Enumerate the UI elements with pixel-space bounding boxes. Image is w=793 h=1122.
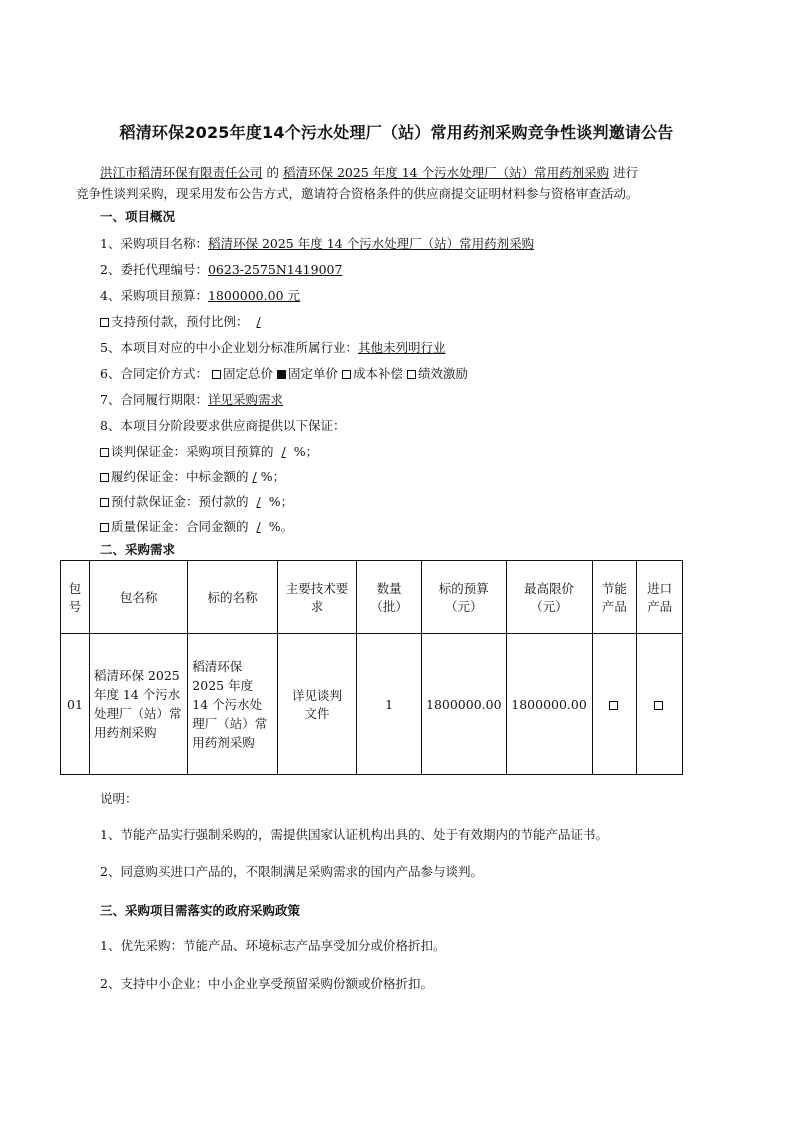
prepay-label: 支持预付款，预付比例： [111,314,249,329]
header-pkg-name: 包名称 [89,561,187,634]
guarantee-checkbox[interactable] [100,473,109,482]
item8-row [100,416,345,434]
guarantee-value: / [252,469,257,484]
header-item-name: 标的名称 [188,561,277,634]
section1-heading: 一、项目概况 [100,209,176,224]
note-title: 说明： [100,791,138,806]
cell-pkg-name: 稻清环保 2025 年度 14 个污水处理厂（站）常用药剂采购 [89,634,187,775]
item4-value: 1800000.00 元 [207,288,300,303]
item1-value: 稻清环保 2025 年度 14 个污水处理厂（站）常用药剂采购 [207,236,535,251]
cell-qty: 1 [357,634,422,775]
guarantee-unit: %； [260,469,286,484]
intro-line-1 [76,162,716,183]
guarantee-row [100,492,293,510]
pricing-checkbox-fixed-total[interactable] [212,370,221,379]
pricing-option-fixed-total: 固定总价 [222,366,273,381]
import-product-checkbox[interactable] [654,701,663,710]
requirements-table [60,560,683,775]
pricing-option-performance: 绩效激励 [417,366,468,381]
item1-label: 1、采购项目名称： [100,236,208,251]
cell-item-name: 稻清环保 2025 年度 14 个污水处理厂（站）常用药剂采购 [188,634,277,775]
item6-label: 6、合同定价方式： [100,366,208,381]
section3-heading: 三、采购项目需落实的政府采购政策 [100,903,301,918]
item7-row [100,390,283,408]
pricing-option-fixed-unit: 固定单价 [287,366,338,381]
guarantee-value: / [256,494,261,509]
item2-value: 0623-2575N1419007 [207,262,343,277]
guarantee-label: 谈判保证金：采购项目预算的 [111,444,274,459]
table-row [61,634,683,775]
guarantee-label: 履约保证金：中标金额的 [111,469,249,484]
purchaser-name: 洪江市稻清环保有限责任公司 [100,165,263,180]
energy-product-checkbox[interactable] [609,701,618,710]
item2-row [100,260,342,278]
cell-max-price: 1800000.00 [506,634,592,775]
item8-label: 8、本项目分阶段要求供应商提供以下保证： [100,418,346,433]
header-pkg: 包号 [61,561,90,634]
guarantee-checkbox[interactable] [100,498,109,507]
item1-row [100,234,534,252]
header-qty: 数量（批） [357,561,422,634]
guarantee-row [100,517,293,535]
cell-import [637,634,683,775]
guarantee-label: 预付款保证金：预付款的 [111,494,249,509]
guarantee-unit: %； [268,494,294,509]
guarantee-row [100,467,285,485]
guarantee-label: 质量保证金：合同金额的 [111,519,249,534]
item7-label: 7、合同履行期限： [100,392,208,407]
item6-row [100,364,468,382]
note-item: 1、节能产品实行强制采购的，需提供国家认证机构出具的、处于有效期内的节能产品证书。 [100,827,608,842]
prepay-checkbox[interactable] [100,318,109,327]
guarantee-checkbox[interactable] [100,448,109,457]
header-tech: 主要技术要求 [277,561,356,634]
cell-budget: 1800000.00 [422,634,507,775]
item7-value: 详见采购需求 [207,392,283,407]
intro-line-2: 竞争性谈判采购，现采用发布公告方式，邀请符合资格条件的供应商提交证明材料参与资格审查活动。 [76,186,639,201]
guarantee-unit: %； [293,444,319,459]
header-max-price: 最高限价（元） [506,561,592,634]
guarantee-row [100,442,318,460]
item5-label: 5、本项目对应的中小企业划分标准所属行业： [100,340,358,355]
pricing-checkbox-fixed-unit[interactable] [277,370,286,379]
section2-heading: 二、采购需求 [100,542,176,557]
intro-paragraph [76,162,716,204]
policy-item: 2、支持中小企业：中小企业享受预留采购份额或价格折扣。 [100,976,433,991]
prepay-value: / [256,314,261,329]
item5-value: 其他未列明行业 [357,340,446,355]
guarantee-unit: %。 [268,519,294,534]
header-energy: 节能产品 [592,561,637,634]
pricing-checkbox-performance[interactable] [407,370,416,379]
cell-tech: 详见谈判文件 [277,634,356,775]
pricing-checkbox-cost-comp[interactable] [342,370,351,379]
intro-tail: 进行 [613,165,639,180]
intro-project-name: 稻清环保 2025 年度 14 个污水处理厂（站）常用药剂采购 [283,165,610,180]
item2-label: 2、委托代理编号： [100,262,208,277]
cell-energy [592,634,637,775]
header-budget: 标的预算（元） [422,561,507,634]
guarantee-checkbox[interactable] [100,523,109,532]
pricing-option-cost-comp: 成本补偿 [352,366,403,381]
policy-item: 1、优先采购：节能产品、环境标志产品享受加分或价格折扣。 [100,938,446,953]
guarantee-value: / [256,519,261,534]
item4-row [100,286,300,304]
intro-de: 的 [266,165,280,180]
table-header-row [61,561,683,634]
item4-label: 4、采购项目预算： [100,288,208,303]
header-import: 进口产品 [637,561,683,634]
guarantee-value: / [281,444,286,459]
document-title: 稻清环保2025年度14个污水处理厂（站）常用药剂采购竞争性谈判邀请公告 [119,123,674,142]
cell-pkg: 01 [61,634,90,775]
prepay-row [100,312,269,330]
note-item: 2、同意购买进口产品的，不限制满足采购需求的国内产品参与谈判。 [100,864,483,879]
item5-row [100,338,445,356]
